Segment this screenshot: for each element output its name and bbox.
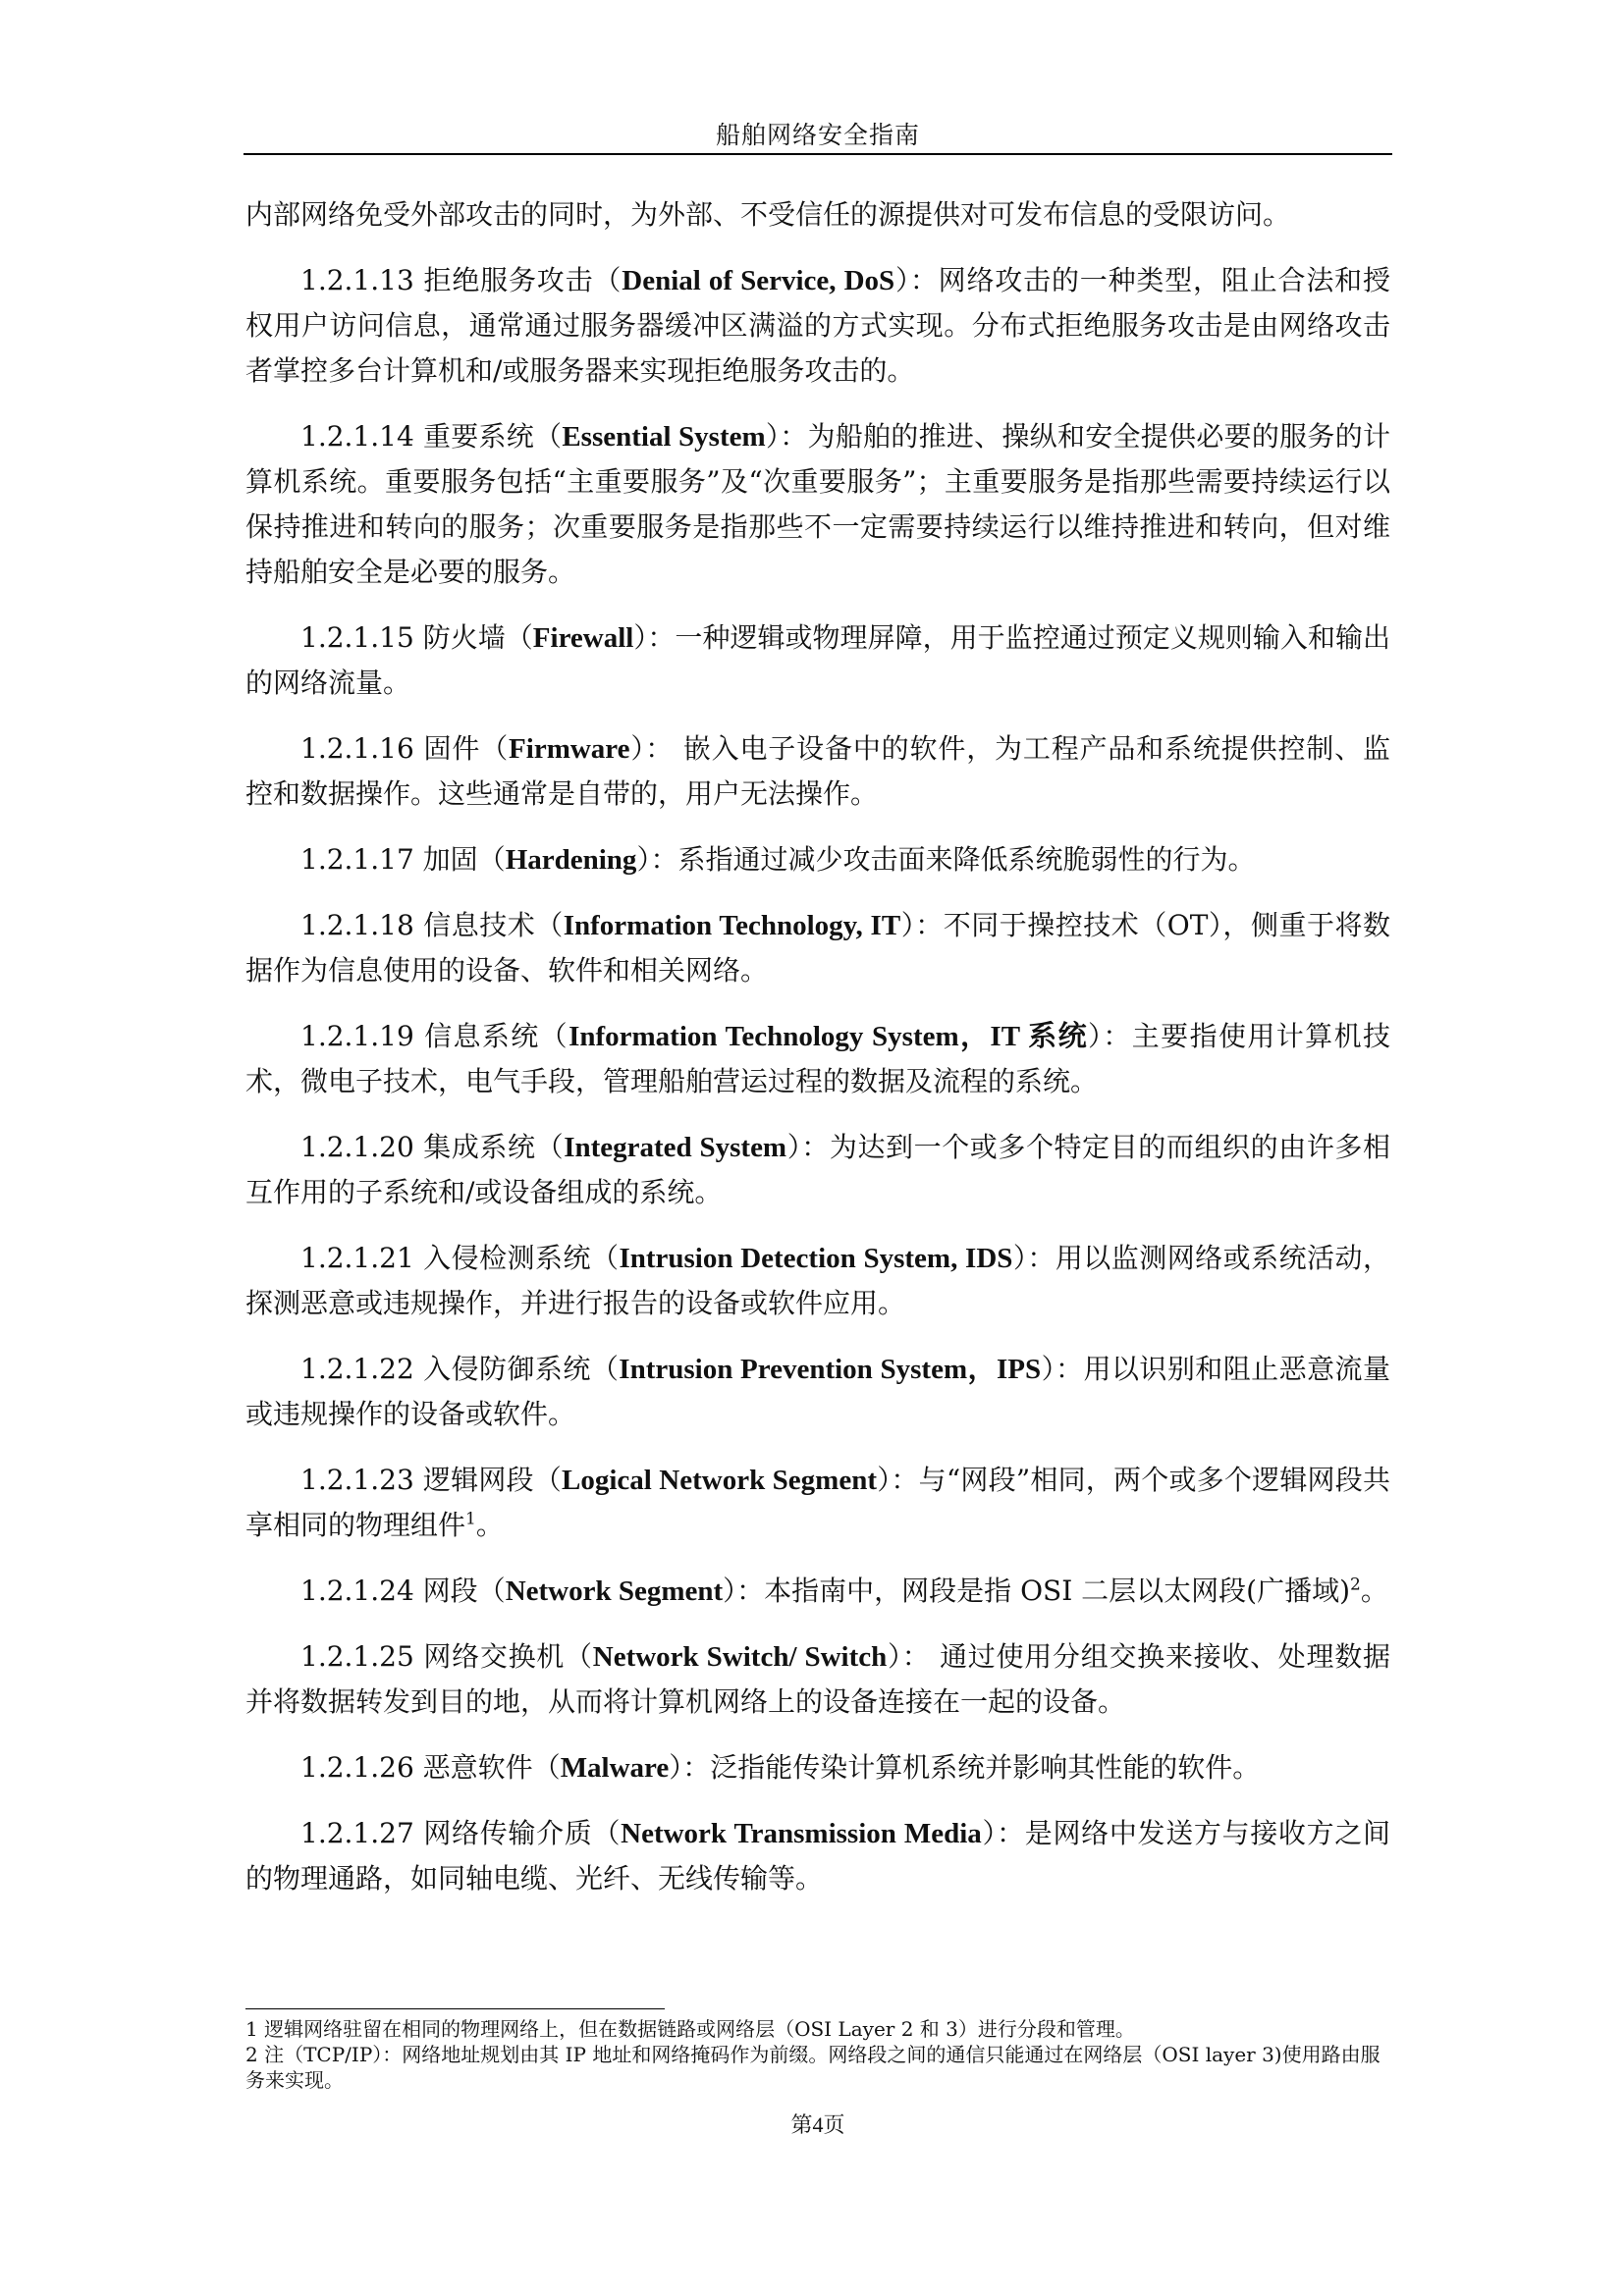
definition-paragraph-1-2-1-20 — [245, 1125, 1390, 1215]
definition-paragraph-1-2-1-14 — [245, 414, 1390, 595]
footnote-ref: 2 — [1350, 1575, 1361, 1595]
paragraph-body: ）：系指通过减少攻击面来降低系统脆弱性的行为。 — [636, 843, 1256, 876]
definition-paragraph-1-2-1-18 — [245, 903, 1390, 993]
term-english: Firewall — [532, 622, 634, 654]
paragraph-lead: 1.2.1.25 网络交换机（ — [300, 1640, 593, 1673]
term-english: Denial of Service, DoS — [622, 265, 895, 296]
paragraph-lead: 1.2.1.27 网络传输介质（ — [300, 1817, 622, 1849]
paragraph-lead: 1.2.1.16 固件（ — [300, 732, 510, 765]
running-header-title: 船舶网络安全指南 — [715, 121, 920, 149]
term-english: Firmware — [509, 733, 630, 765]
definition-paragraph-1-2-1-13 — [245, 258, 1390, 394]
definition-paragraph-1-2-1-15 — [245, 615, 1390, 706]
term-english: Network Switch/ Switch — [592, 1641, 888, 1673]
footnote-1: 1 逻辑网络驻留在相同的物理网络上，但在数据链路或网络层（OSI Layer 2 和 3）进行分段和管理。 — [245, 2017, 1135, 2041]
definition-paragraph-1-2-1-21 — [245, 1236, 1390, 1326]
paragraph-body: ）： 嵌入电子设备中的软件，为工程产品和系统提供控制、监控和数据操作。这些通常是自带的，用户无法操作。 — [245, 732, 1390, 810]
paragraph-body: ）：泛指能传染计算机系统并影响其性能的软件。 — [669, 1751, 1261, 1784]
page-number: 第4页 — [790, 2112, 845, 2137]
paragraph-body: 内部网络免受外部攻击的同时，为外部、不受信任的源提供对可发布信息的受限访问。 — [245, 198, 1291, 231]
body-text — [245, 192, 1390, 1922]
paragraph-body: ）：与“网段”相同，两个或多个逻辑网段共享相同的物理组件 — [245, 1464, 1390, 1541]
definition-paragraph-1-2-1-26 — [245, 1745, 1390, 1790]
term-english: Information Technology, IT — [563, 910, 901, 941]
definition-paragraph-1-2-1-16 — [245, 726, 1390, 817]
definition-paragraph-1-2-1-25 — [245, 1634, 1390, 1725]
term-english: Network Transmission Media — [621, 1818, 982, 1849]
paragraph-lead: 1.2.1.19 信息系统（ — [300, 1020, 569, 1052]
paragraph-body: ）：为达到一个或多个特定目的而组织的由许多相互作用的子系统和/或设备组成的系统。 — [245, 1131, 1390, 1208]
paragraph-lead: 1.2.1.26 恶意软件（ — [300, 1751, 561, 1784]
paragraph-tail: 。 — [1360, 1575, 1388, 1607]
paragraph-lead: 1.2.1.21 入侵检测系统（ — [300, 1242, 620, 1274]
term-english: Essential System — [562, 421, 766, 453]
term-english: Network Segment — [505, 1575, 724, 1607]
footnote-ref: 1 — [465, 1509, 476, 1529]
term-english: Intrusion Prevention System，IPS — [619, 1354, 1042, 1385]
paragraph-lead: 1.2.1.18 信息技术（ — [300, 909, 564, 941]
term-english: Logical Network Segment — [561, 1465, 877, 1496]
paragraph-lead: 1.2.1.22 入侵防御系统（ — [300, 1353, 620, 1385]
term-english: Malware — [560, 1752, 670, 1784]
paragraph-body: ）：用以识别和阻止恶意流量或违规操作的设备或软件。 — [245, 1353, 1390, 1430]
paragraph-lead: 1.2.1.13 拒绝服务攻击（ — [300, 264, 623, 296]
paragraph-lead: 1.2.1.24 网段（ — [300, 1575, 506, 1607]
paragraph-body: ）：为船舶的推进、操纵和安全提供必要的服务的计算机系统。重要服务包括“主重要服务”及“次重要服务”；主重要服务是指那些需要持续运行以保持推进和转向的服务；次重要服务是指那些不一定需要持续运行以维持推进和转向，但对维持船舶安全是必要的服务。 — [245, 420, 1390, 588]
paragraph-body: ）：主要指使用计算机技术，微电子技术，电气手段，管理船舶营运过程的数据及流程的系统。 — [245, 1020, 1390, 1097]
definition-paragraph-1-2-1-24 — [245, 1569, 1390, 1614]
term-english: Hardening — [505, 844, 637, 876]
definition-paragraph-1-2-1-27 — [245, 1811, 1390, 1901]
footnote-divider — [245, 2008, 665, 2009]
header-divider — [244, 153, 1392, 155]
paragraph-body: ）：不同于操控技术（OT），侧重于将数据作为信息使用的设备、软件和相关网络。 — [245, 909, 1390, 987]
definition-paragraph-1-2-1-17 — [245, 837, 1390, 882]
footnote-2: 2 注（TCP/IP）：网络地址规划由其 IP 地址和网络掩码作为前缀。网络段之间的通信只能通过在网络层（OSI layer 3)使用路由服务来实现。 — [245, 2043, 1380, 2092]
paragraph-lead: 1.2.1.20 集成系统（ — [300, 1131, 565, 1163]
paragraph-lead: 1.2.1.23 逻辑网段（ — [300, 1464, 562, 1496]
definition-paragraph-1-2-1-22 — [245, 1347, 1390, 1437]
paragraph-lead: 1.2.1.17 加固（ — [300, 843, 506, 876]
paragraph-body: ）：是网络中发送方与接收方之间的物理通路，如同轴电缆、光纤、无线传输等。 — [245, 1817, 1390, 1895]
definition-paragraph-1-2-1-19 — [245, 1014, 1390, 1104]
paragraph-body: ）：用以监测网络或系统活动，探测恶意或违规操作，并进行报告的设备或软件应用。 — [245, 1242, 1390, 1319]
definition-paragraph-cont — [245, 192, 1390, 238]
paragraph-body: ）：网络攻击的一种类型，阻止合法和授权用户访问信息，通常通过服务器缓冲区满溢的方式实现。分布式拒绝服务攻击是由网络攻击者掌控多台计算机和/或服务器来实现拒绝服务攻击的。 — [245, 264, 1390, 387]
term-english: Information Technology System，IT 系统 — [568, 1021, 1088, 1052]
footnotes — [245, 2016, 1390, 2093]
paragraph-tail: 。 — [475, 1509, 504, 1541]
paragraph-lead: 1.2.1.15 防火墙（ — [300, 621, 533, 654]
paragraph-lead: 1.2.1.14 重要系统（ — [300, 420, 563, 453]
term-english: Intrusion Detection System, IDS — [619, 1243, 1013, 1274]
paragraph-body: ）：本指南中，网段是指 OSI 二层以太网段(广播域) — [723, 1575, 1351, 1607]
definition-paragraph-1-2-1-23 — [245, 1458, 1390, 1548]
term-english: Integrated System — [564, 1132, 787, 1163]
paragraph-body: ）：一种逻辑或物理屏障，用于监控通过预定义规则输入和输出的网络流量。 — [245, 621, 1390, 699]
paragraph-body: ）： 通过使用分组交换来接收、处理数据并将数据转发到目的地，从而将计算机网络上的设备连接在一起的设备。 — [245, 1640, 1390, 1718]
